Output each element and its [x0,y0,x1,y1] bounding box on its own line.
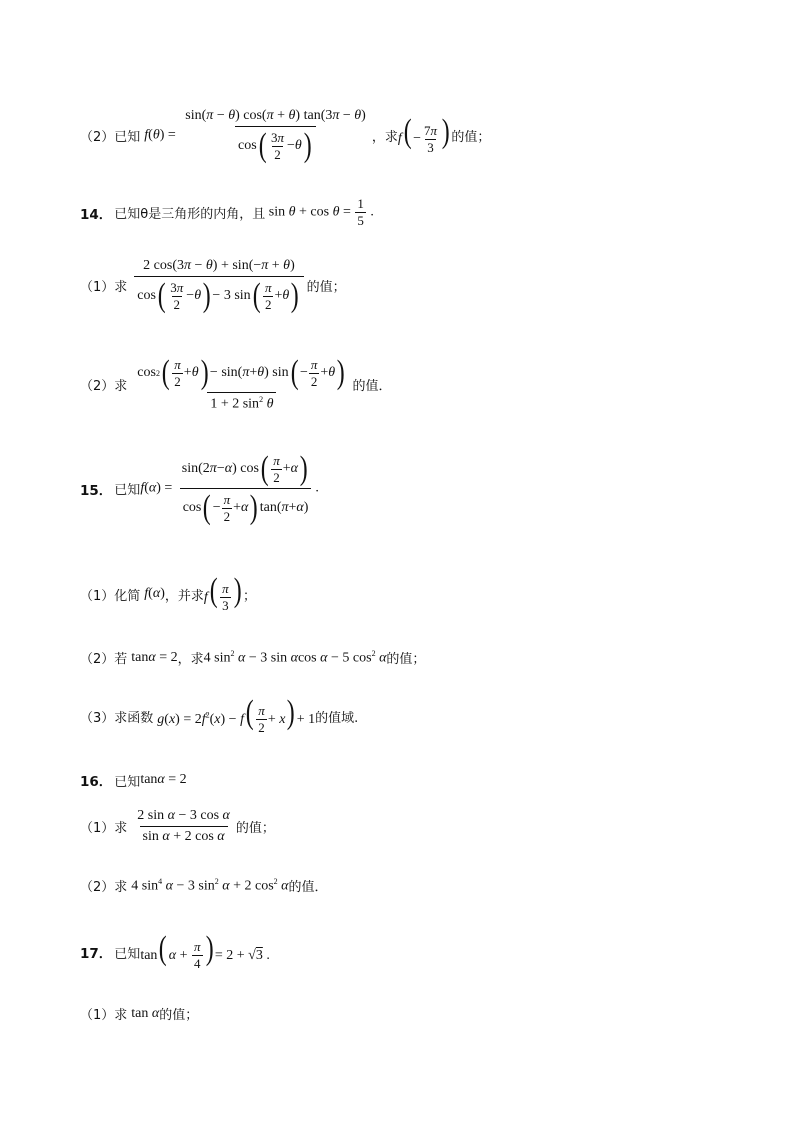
q16-stem [80,770,187,790]
q14-part2-end: 的值． [352,378,392,394]
q17-part1-end: 的值； [159,1008,199,1023]
q13-part2 [80,108,490,163]
q14-part1-formula: 2 cos(3π − θ) + sin(−π + θ) cos ( 3π 2 − θ ) − 3 sin ( π 2 + θ ) [131,258,306,313]
q14-part1 [80,258,346,313]
q17-stem-text: 已知 [114,946,141,962]
q16-part1-label: （1）求 [80,821,128,836]
q17-part1-label: （1）求 [80,1008,128,1023]
q15-part3-expr: $g(x) = 2f^2(x) - f$( $\frac{\pi}{2}$ + x) + 1 [157,694,316,736]
q15-part2-mid: ，求 [177,652,204,667]
q17-formula: tan( α + $\frac{\pi}{4}$ ) = 2 + √3 . [140,930,270,972]
q15-part3 [80,696,358,736]
q15-stem [80,452,319,525]
q16-part2 [80,876,328,895]
q15-part1-label: （1）化简 [80,588,141,604]
q15-part1-eval: f( $\frac{\pi}{3}$ ) [203,572,242,614]
q15-part1-f: f(α) [144,586,165,602]
q16-part2-end: 的值． [288,880,328,895]
q15-part2-cond: tanα = 2 [131,649,178,665]
q15-part2-expr: 4 $\sin^2 \alpha - 3$ sin αcos α − 5 $\cos^2 \alpha$ [203,648,387,666]
q16-part1 [80,808,275,845]
q16-number: 16． [80,774,113,790]
q16-part2-label: （2）求 [80,880,128,895]
q15-part2-label: （2）若 [80,652,128,667]
q15-stem-text: 已知 [114,483,141,498]
q13-part2-label: （2）已知 [80,130,141,145]
q16-part1-formula: $\frac{\text{2 sin α − 3 cos α}}{\text{sin α + 2 cos α}}$ [137,808,230,844]
q16-part1-end: 的值； [235,821,275,836]
q16-part2-expr: 4 $\sin^4 \alpha - 3$ $\sin^2 \alpha + 2$ $\cos^2 \alpha$ [131,876,289,894]
q17-part1-expr: tan α [131,1005,160,1021]
q13-part2-end: 的值； [451,130,491,145]
q14-part2 [80,356,392,413]
q14-part1-end: 的值； [306,280,346,295]
q15-number: 15． [80,482,113,499]
q14-number: 14． [80,206,113,223]
q17-stem [80,932,270,972]
q13-part2-eval: f( − $\frac{7\pi}{3}$ ) [397,113,450,155]
q15-part1-end: ； [242,588,256,604]
q15-part2-end: 的值； [386,652,426,667]
q15-part3-label: （3）求函数 [80,710,154,726]
q14-part2-formula: cos 2 ( π 2 + θ ) − sin( π + θ ) sin ( − π 2 + θ ) 1 + 2 $\sin^2 \theta$ [137,354,345,412]
q14-part1-label: （1）求 [80,280,128,295]
q14-stem-formula: sin θ + cos θ = $\frac{1}{5}$ . [265,196,374,228]
q14-stem-text: 已知θ是三角形的内角，且 [114,207,266,222]
q15-part1 [80,574,256,614]
q13-part2-formula: f(θ) = sin(π − θ) cos(π + θ) tan(3π − θ) cos ( 3π 2 − θ ) [144,108,366,164]
q17-part1 [80,1004,198,1023]
q14-part2-label: （2）求 [80,378,128,394]
q15-formula: f(α) = sin(2 π − α ) cos ( π 2 + α ) cos ( − π 2 + α ) tan( π + α ) . [140,450,319,526]
q16-cond: tanα = 2 [140,772,187,787]
q15-part1-mid: ，并求 [164,588,204,604]
q16-stem-text: 已知 [114,774,141,790]
q14-stem [80,196,374,229]
q17-number: 17． [80,946,113,963]
q15-part3-end: 的值域. [315,710,359,726]
q13-part2-suffix: ，求 [371,130,398,145]
q15-part2 [80,648,425,667]
